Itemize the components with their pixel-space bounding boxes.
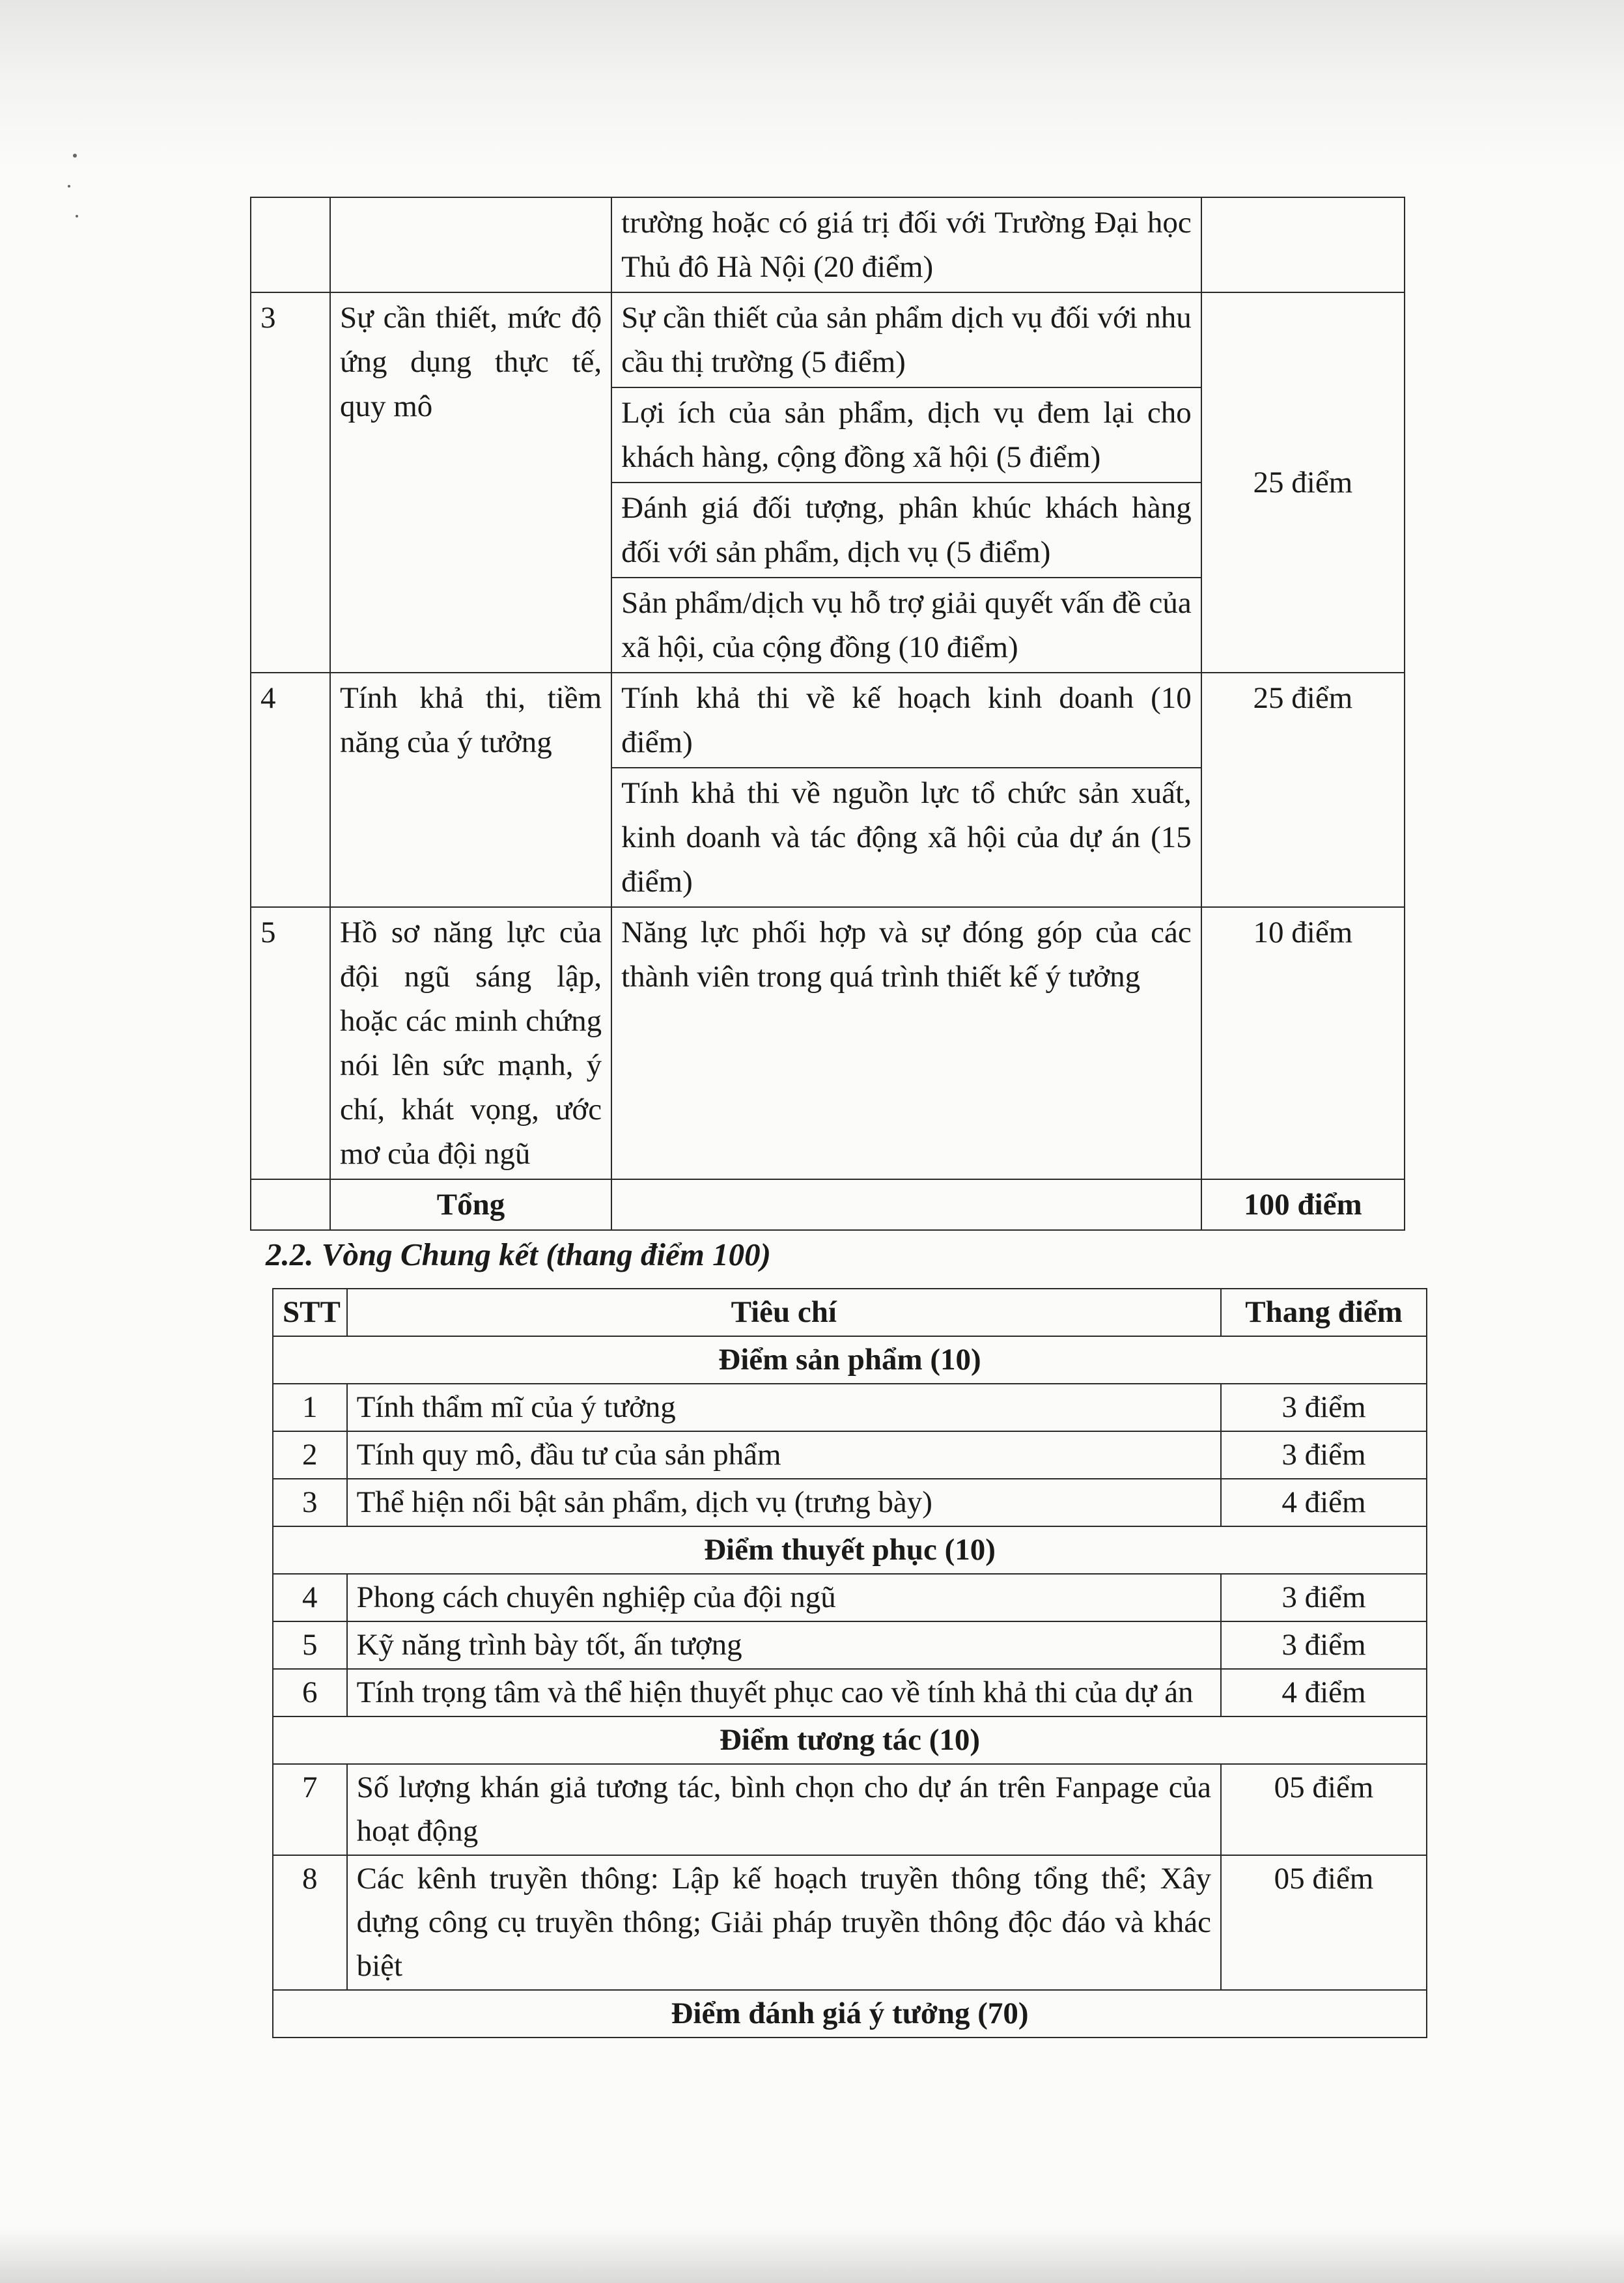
subcriterion-cell: Lợi ích của sản phẩm, dịch vụ đem lại cho khách hàng, cộng đồng xã hội (5 điểm) — [611, 387, 1201, 483]
table-row — [273, 1479, 1427, 1526]
score-cell: 3 điểm — [1221, 1621, 1427, 1669]
header-criterion: Tiêu chí — [347, 1289, 1221, 1336]
table-row — [273, 1384, 1427, 1431]
row-number: 7 — [273, 1764, 347, 1855]
score-cell: 3 điểm — [1221, 1574, 1427, 1621]
subcriterion-cell: Năng lực phối hợp và sự đóng góp của các thành viên trong quá trình thiết kế ý tưởng — [611, 907, 1201, 1179]
empty-cell — [251, 1179, 330, 1230]
total-row — [251, 1179, 1405, 1230]
table-row — [251, 292, 1405, 387]
score-cell: 05 điểm — [1221, 1855, 1427, 1990]
header-no: STT — [273, 1289, 347, 1336]
table-row — [273, 1855, 1427, 1990]
scan-speck — [73, 154, 77, 158]
row-number: 4 — [273, 1574, 347, 1621]
score-cell: 25 điểm — [1201, 292, 1405, 673]
row-number — [251, 197, 330, 292]
header-score: Thang điểm — [1221, 1289, 1427, 1336]
table-row — [251, 197, 1405, 292]
score-cell: 25 điểm — [1201, 673, 1405, 907]
header-row — [273, 1289, 1427, 1336]
table-row — [273, 1764, 1427, 1855]
subcriterion-cell: Sản phẩm/dịch vụ hỗ trợ giải quyết vấn đề của xã hội, của cộng đồng (10 điểm) — [611, 578, 1201, 673]
total-score: 100 điểm — [1201, 1179, 1405, 1230]
group-title: Điểm đánh giá ý tưởng (70) — [273, 1990, 1427, 2038]
criterion-cell: Kỹ năng trình bày tốt, ấn tượng — [347, 1621, 1221, 1669]
group-title: Điểm thuyết phục (10) — [273, 1526, 1427, 1574]
group-row — [273, 1336, 1427, 1384]
row-number: 4 — [251, 673, 330, 907]
table-row — [273, 1431, 1427, 1479]
row-number: 1 — [273, 1384, 347, 1431]
row-number: 8 — [273, 1855, 347, 1990]
subcriterion-cell: Tính khả thi về kế hoạch kinh doanh (10 điểm) — [611, 673, 1201, 768]
row-number: 5 — [251, 907, 330, 1179]
criterion-cell: Tính quy mô, đầu tư của sản phẩm — [347, 1431, 1221, 1479]
score-cell: 10 điểm — [1201, 907, 1405, 1179]
subcriterion-cell: Tính khả thi về nguồn lực tổ chức sản xuất, kinh doanh và tác động xã hội của dự án (15 điểm) — [611, 768, 1201, 907]
criterion-cell: Sự cần thiết, mức độ ứng dụng thực tế, quy mô — [330, 292, 611, 673]
group-title: Điểm sản phẩm (10) — [273, 1336, 1427, 1384]
group-row — [273, 1990, 1427, 2038]
scan-speck — [76, 215, 78, 217]
final-round-table — [272, 1288, 1427, 2038]
group-row — [273, 1716, 1427, 1764]
criterion-cell: Phong cách chuyên nghiệp của đội ngũ — [347, 1574, 1221, 1621]
empty-cell — [611, 1179, 1201, 1230]
row-number: 5 — [273, 1621, 347, 1669]
criterion-cell: Tính khả thi, tiềm năng của ý tưởng — [330, 673, 611, 907]
table-row — [273, 1669, 1427, 1716]
criterion-cell: Tính trọng tâm và thể hiện thuyết phục cao về tính khả thi của dự án — [347, 1669, 1221, 1716]
table-row — [251, 673, 1405, 768]
total-label: Tổng — [330, 1179, 611, 1230]
group-title: Điểm tương tác (10) — [273, 1716, 1427, 1764]
row-number: 6 — [273, 1669, 347, 1716]
score-cell: 3 điểm — [1221, 1431, 1427, 1479]
criterion-cell — [330, 197, 611, 292]
score-cell — [1201, 197, 1405, 292]
criterion-cell: Thể hiện nổi bật sản phẩm, dịch vụ (trưng bày) — [347, 1479, 1221, 1526]
subcriterion-cell: Sự cần thiết của sản phẩm dịch vụ đối với nhu cầu thị trường (5 điểm) — [611, 292, 1201, 387]
scan-speck — [68, 185, 70, 188]
subcriterion-cell: trường hoặc có giá trị đối với Trường Đại học Thủ đô Hà Nội (20 điểm) — [611, 197, 1201, 292]
criterion-cell: Tính thẩm mĩ của ý tưởng — [347, 1384, 1221, 1431]
table-row — [251, 907, 1405, 1179]
criterion-cell: Các kênh truyền thông: Lập kế hoạch truyền thông tổng thể; Xây dựng công cụ truyền thông; Giải pháp truyền thông độc đáo và khác biệt — [347, 1855, 1221, 1990]
scan-shadow-top — [0, 0, 1624, 169]
group-row — [273, 1526, 1427, 1574]
score-cell: 4 điểm — [1221, 1479, 1427, 1526]
row-number: 2 — [273, 1431, 347, 1479]
criterion-cell: Hồ sơ năng lực của đội ngũ sáng lập, hoặc các minh chứng nói lên sức mạnh, ý chí, khát vọng, ước mơ của đội ngũ — [330, 907, 611, 1179]
table-row — [273, 1574, 1427, 1621]
scan-shadow-bottom — [0, 2227, 1624, 2283]
score-cell: 4 điểm — [1221, 1669, 1427, 1716]
table-row — [273, 1621, 1427, 1669]
criteria-table — [250, 197, 1405, 1231]
score-cell: 3 điểm — [1221, 1384, 1427, 1431]
subcriterion-cell: Đánh giá đối tượng, phân khúc khách hàng đối với sản phẩm, dịch vụ (5 điểm) — [611, 483, 1201, 578]
criterion-cell: Số lượng khán giả tương tác, bình chọn cho dự án trên Fanpage của hoạt động — [347, 1764, 1221, 1855]
row-number: 3 — [273, 1479, 347, 1526]
row-number: 3 — [251, 292, 330, 673]
score-cell: 05 điểm — [1221, 1764, 1427, 1855]
section-heading: 2.2. Vòng Chung kết (thang điểm 100) — [266, 1237, 771, 1272]
